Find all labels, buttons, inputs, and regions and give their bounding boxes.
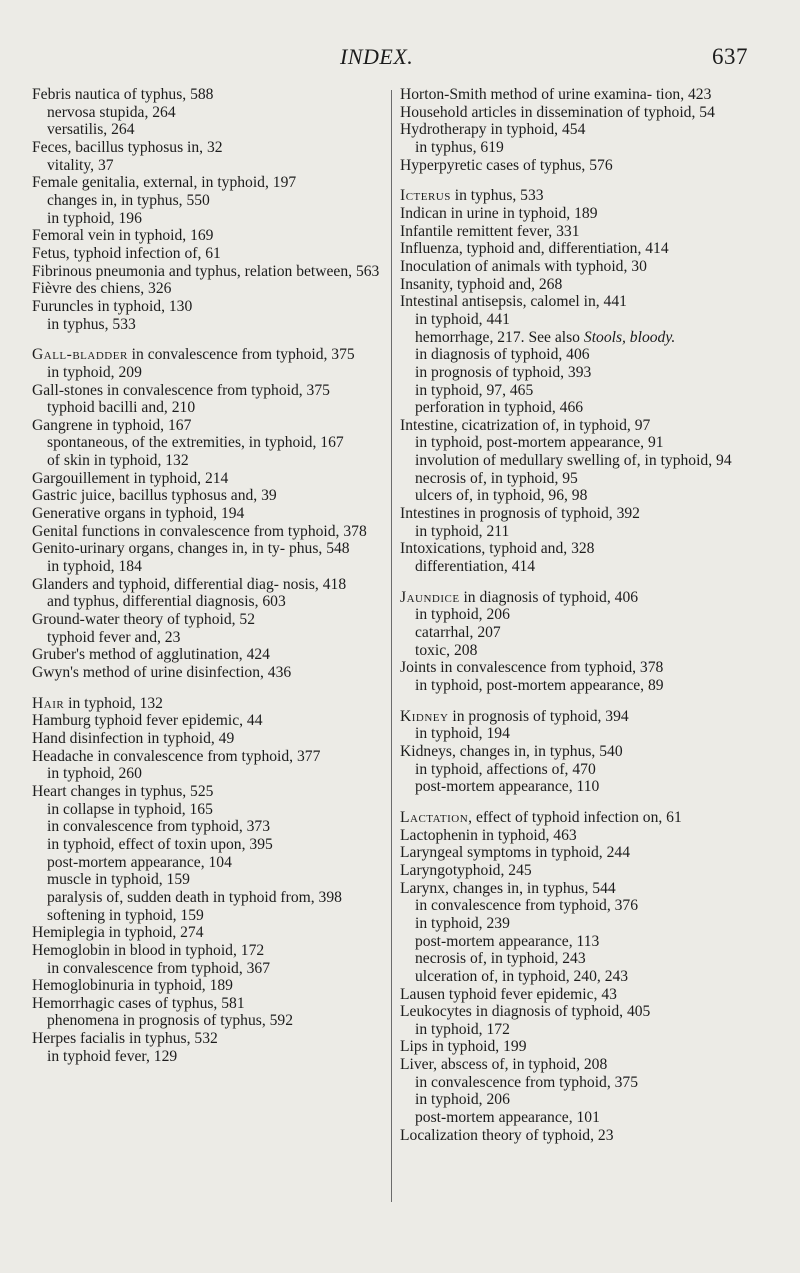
index-entry: [32, 86, 392, 104]
index-entry-text: in diagnosis of typhoid, 406: [415, 346, 590, 364]
index-entry-text: phenomena in prognosis of typhus, 592: [47, 1012, 294, 1030]
index-entry-text: in typhoid, 132: [64, 694, 163, 712]
index-subentry: [32, 629, 392, 647]
index-subentry: [32, 434, 392, 452]
index-entry-text: Joints in convalescence from typhoid, 378: [400, 659, 664, 677]
index-entry-text: Gastric juice, bacillus typhosus and, 39: [32, 487, 277, 505]
index-entry: [400, 86, 748, 104]
index-entry-text: Ground-water theory of typhoid, 52: [32, 611, 256, 629]
index-entry-text: muscle in typhoid, 159: [47, 871, 190, 889]
index-entry-text: in convalescence from typhoid, 373: [47, 818, 271, 836]
index-entry-text: Hand disinfection in typhoid, 49: [32, 729, 235, 747]
index-entry: [32, 227, 392, 245]
index-subentry: [400, 1091, 748, 1109]
index-entry: [400, 708, 748, 726]
index-subentry: [32, 907, 392, 925]
index-entry-text: in typhoid, post-mortem appearance, 91: [415, 434, 664, 452]
index-subentry: [400, 968, 748, 986]
index-entry-text: perforation in typhoid, 466: [415, 399, 584, 417]
index-entry-text: Indican in urine in typhoid, 189: [400, 204, 598, 222]
index-entry-text: , effect of typhoid infection on, 61: [468, 808, 682, 826]
index-entry-text: Lactophenin in typhoid, 463: [400, 826, 577, 844]
page-header: [0, 44, 800, 74]
index-entry: [400, 659, 748, 677]
index-entry: [400, 187, 748, 205]
index-subentry: [400, 558, 748, 576]
index-entry: [32, 730, 392, 748]
index-subentry: [32, 889, 392, 907]
index-entry-text: in typhoid, 209: [47, 363, 142, 381]
index-entry: [400, 540, 748, 558]
index-column-left: [32, 86, 392, 1065]
index-entry-text: nervosa stupida, 264: [47, 103, 176, 121]
index-subentry: [400, 606, 748, 624]
index-entry-text: typhoid bacilli and, 210: [47, 399, 196, 417]
index-subentry: [400, 523, 748, 541]
index-entry: [400, 827, 748, 845]
index-lead-word: Hair: [32, 694, 65, 712]
index-entry-text: in typhus, 619: [415, 138, 504, 156]
index-entry-text: Lips in typhoid, 199: [400, 1038, 527, 1056]
index-entry: [400, 121, 748, 139]
index-subentry: [400, 933, 748, 951]
index-subentry: [400, 1074, 748, 1092]
index-entry: [400, 1127, 748, 1145]
index-entry: [32, 280, 392, 298]
index-entry-text: in collapse in typhoid, 165: [47, 800, 213, 818]
index-entry-text: Influenza, typhoid and, differentiation, 414: [400, 240, 669, 258]
index-subentry: [32, 399, 392, 417]
index-subentry: [400, 624, 748, 642]
index-entry-text: Lausen typhoid fever epidemic, 43: [400, 985, 617, 1003]
index-entry-text: Hamburg typhoid fever epidemic, 44: [32, 712, 263, 730]
index-entry: [400, 417, 748, 435]
index-entry: [32, 664, 392, 682]
index-entry-text: in prognosis of typhoid, 393: [415, 363, 592, 381]
index-subentry: [32, 210, 392, 228]
index-entry-text: Hemoglobin in blood in typhoid, 172: [32, 941, 265, 959]
index-entry: [32, 263, 392, 281]
index-subentry: [400, 329, 748, 347]
index-subentry: [400, 915, 748, 933]
index-subentry: [400, 382, 748, 400]
index-entry-text: in typhoid, 184: [47, 558, 142, 576]
index-entry-text: ulcers of, in typhoid, 96, 98: [415, 487, 588, 505]
index-entry-text: Intoxications, typhoid and, 328: [400, 540, 595, 558]
index-lead-word: Gall-bladder: [32, 346, 128, 364]
index-subentry: [32, 801, 392, 819]
index-entry-text: Genital functions in convalescence from typhoid, 378: [32, 522, 367, 540]
index-entry: [32, 646, 392, 664]
index-entry-text: Furuncles in typhoid, 130: [32, 297, 193, 315]
index-entry-text: in typhoid, 196: [47, 209, 142, 227]
index-entry-text: post-mortem appearance, 113: [415, 932, 600, 950]
index-entry: [400, 258, 748, 276]
index-entry: [400, 276, 748, 294]
index-entry-text: Hyperpyretic cases of typhus, 576: [400, 156, 613, 174]
index-entry: [400, 223, 748, 241]
index-entry-text: vitality, 37: [47, 156, 114, 174]
index-cross-reference: Stools, bloody.: [583, 328, 676, 346]
index-entry-text: Hemorrhagic cases of typhus, 581: [32, 994, 245, 1012]
index-entry-text: involution of medullary swelling of, in typhoid, 94: [415, 452, 732, 470]
index-entry-text: Femoral vein in typhoid, 169: [32, 227, 214, 245]
index-subentry: [32, 1048, 392, 1066]
index-entry-text: necrosis of, in typhoid, 95: [415, 469, 578, 487]
index-entry: [400, 986, 748, 1004]
index-entry: [400, 505, 748, 523]
index-entry-text: in typhoid, 206: [415, 606, 510, 624]
index-entry-text: in typhoid, 206: [415, 1091, 510, 1109]
index-entry-text: post-mortem appearance, 104: [47, 853, 232, 871]
index-entry-text: in convalescence from typhoid, 367: [47, 959, 271, 977]
index-entry-text: Intestines in prognosis of typhoid, 392: [400, 505, 640, 523]
index-subentry: [400, 778, 748, 796]
index-entry-text: Liver, abscess of, in typhoid, 208: [400, 1056, 608, 1074]
index-entry-text: Generative organs in typhoid, 194: [32, 505, 245, 523]
index-subentry: [400, 364, 748, 382]
index-subentry: [32, 558, 392, 576]
index-entry: [32, 783, 392, 801]
index-subentry: [32, 192, 392, 210]
index-subentry: [32, 854, 392, 872]
index-subentry: [32, 316, 392, 334]
index-subentry: [400, 346, 748, 364]
index-entry-text: Fibrinous pneumonia and typhus, relation between, 563: [32, 262, 380, 280]
index-entry-text: Gargouillement in typhoid, 214: [32, 469, 229, 487]
index-entry-text: in typhoid, 172: [415, 1020, 510, 1038]
index-entry-text: Inoculation of animals with typhoid, 30: [400, 257, 647, 275]
index-entry-text: Gall-stones in convalescence from typhoid, 375: [32, 381, 330, 399]
index-entry-text: changes in, in typhus, 550: [47, 191, 210, 209]
index-entry-text: differentiation, 414: [415, 558, 536, 576]
index-entry: [400, 862, 748, 880]
index-entry-text: catarrhal, 207: [415, 624, 501, 642]
index-entry: [400, 844, 748, 862]
index-entry: [32, 995, 392, 1013]
index-entry: [400, 589, 748, 607]
index-subentry: [32, 836, 392, 854]
index-subentry: [400, 950, 748, 968]
index-subentry: [400, 897, 748, 915]
index-lead-word: Icterus: [400, 187, 451, 205]
index-subentry: [32, 593, 392, 611]
index-lead-word: Kidney: [400, 707, 449, 725]
index-subentry: [32, 1012, 392, 1030]
index-entry-text: typhoid fever and, 23: [47, 628, 181, 646]
index-entry-text: Kidneys, changes in, in typhus, 540: [400, 742, 623, 760]
index-entry-text: in convalescence from typhoid, 376: [415, 897, 639, 915]
index-entry-text: Gruber's method of agglutination, 424: [32, 646, 270, 664]
index-entry-text: necrosis of, in typhoid, 243: [415, 950, 586, 968]
index-entry-text: post-mortem appearance, 110: [415, 778, 600, 796]
index-entry-text: in typhoid, 260: [47, 765, 142, 783]
index-entry-text: Heart changes in typhus, 525: [32, 782, 214, 800]
index-subentry: [400, 677, 748, 695]
index-entry: [32, 470, 392, 488]
index-entry-text: Genito-urinary organs, changes in, in ty- phus, 548: [32, 540, 350, 558]
index-entry-text: Fetus, typhoid infection of, 61: [32, 244, 221, 262]
index-subentry: [32, 818, 392, 836]
index-entry-text: Glanders and typhoid, differential diag- nosis, 418: [32, 575, 347, 593]
index-entry-text: Herpes facialis in typhus, 532: [32, 1030, 218, 1048]
index-entry-text: in typhus, 533: [450, 187, 544, 205]
index-entry-text: Hydrotherapy in typhoid, 454: [400, 121, 586, 139]
index-entry: [32, 382, 392, 400]
index-entry-text: in convalescence from typhoid, 375: [127, 346, 355, 364]
index-entry-text: Localization theory of typhoid, 23: [400, 1126, 614, 1144]
index-entry: [32, 174, 392, 192]
index-entry-text: softening in typhoid, 159: [47, 906, 204, 924]
index-subentry: [400, 139, 748, 157]
index-subentry: [400, 452, 748, 470]
index-entry-text: in typhoid, post-mortem appearance, 89: [415, 677, 664, 694]
index-entry-text: Intestine, cicatrization of, in typhoid, 97: [400, 416, 651, 434]
index-entry: [400, 1038, 748, 1056]
index-entry: [32, 748, 392, 766]
index-entry: [400, 1056, 748, 1074]
index-lead-word: Lactation: [400, 808, 469, 826]
index-subentry: [400, 1109, 748, 1127]
index-entry-text: Feces, bacillus typhosus in, 32: [32, 138, 223, 156]
index-entry-text: in convalescence from typhoid, 375: [415, 1073, 639, 1091]
index-subentry: [400, 725, 748, 743]
index-entry-text: Febris nautica of typhus, 588: [32, 86, 214, 103]
index-entry: [32, 942, 392, 960]
index-entry-text: in prognosis of typhoid, 394: [448, 707, 629, 725]
index-entry: [32, 139, 392, 157]
index-subentry: [400, 399, 748, 417]
index-entry-text: Fièvre des chiens, 326: [32, 280, 172, 298]
index-entry-text: hemorrhage, 217. See also: [415, 328, 584, 346]
index-subentry: [32, 364, 392, 382]
index-subentry: [400, 642, 748, 660]
index-entry-text: ulceration of, in typhoid, 240, 243: [415, 967, 629, 985]
index-entry-text: Leukocytes in diagnosis of typhoid, 405: [400, 1003, 651, 1021]
index-entry-text: in typhus, 533: [47, 315, 136, 333]
index-subentry: [32, 157, 392, 175]
index-entry-text: post-mortem appearance, 101: [415, 1109, 600, 1127]
running-title: INDEX.: [340, 44, 414, 69]
index-entry-text: Gangrene in typhoid, 167: [32, 416, 192, 434]
index-entry-text: Laryngotyphoid, 245: [400, 861, 532, 879]
index-entry: [32, 523, 392, 541]
index-entry-text: in typhoid, 194: [415, 725, 510, 743]
index-subentry: [32, 765, 392, 783]
index-entry: [400, 240, 748, 258]
index-entry-text: in diagnosis of typhoid, 406: [459, 588, 639, 606]
index-subentry: [400, 761, 748, 779]
index-entry-text: in typhoid, effect of toxin upon, 395: [47, 835, 273, 853]
index-lead-word: Jaundice: [400, 588, 460, 606]
column-divider: [391, 90, 392, 1202]
index-subentry: [400, 311, 748, 329]
index-entry: [32, 417, 392, 435]
index-entry-text: in typhoid, 211: [415, 522, 510, 540]
index-entry: [32, 695, 392, 713]
index-entry: [32, 298, 392, 316]
index-entry-text: in typhoid fever, 129: [47, 1047, 178, 1065]
index-subentry: [32, 121, 392, 139]
index-entry-text: Laryngeal symptoms in typhoid, 244: [400, 844, 630, 862]
index-entry: [400, 1003, 748, 1021]
index-entry-text: toxic, 208: [415, 641, 478, 659]
index-entry-text: in typhoid, affections of, 470: [415, 760, 596, 778]
index-subentry: [400, 1021, 748, 1039]
index-entry: [32, 346, 392, 364]
index-entry: [32, 505, 392, 523]
index-entry-text: versatilis, 264: [47, 121, 135, 139]
index-entry-text: Hemoglobinuria in typhoid, 189: [32, 977, 233, 995]
index-subentry: [400, 487, 748, 505]
index-entry: [400, 157, 748, 175]
index-subentry: [400, 470, 748, 488]
index-entry-text: Larynx, changes in, in typhus, 544: [400, 879, 616, 897]
index-column-right: [400, 86, 748, 1144]
page-number: 637: [712, 44, 748, 69]
index-subentry: [400, 434, 748, 452]
index-entry: [32, 611, 392, 629]
index-entry-text: Hemiplegia in typhoid, 274: [32, 924, 204, 942]
index-subentry: [32, 452, 392, 470]
index-entry: [32, 924, 392, 942]
index-entry: [32, 540, 392, 558]
index-entry: [400, 293, 748, 311]
index-entry: [32, 1030, 392, 1048]
index-entry: [400, 880, 748, 898]
index-entry-text: Gwyn's method of urine disinfection, 436: [32, 664, 292, 681]
index-subentry: [32, 104, 392, 122]
index-entry: [32, 712, 392, 730]
index-entry-text: Household articles in dissemination of typhoid, 54: [400, 103, 715, 121]
index-entry-text: Insanity, typhoid and, 268: [400, 275, 563, 293]
index-entry-text: Infantile remittent fever, 331: [400, 222, 580, 240]
index-entry: [32, 977, 392, 995]
index-entry: [32, 245, 392, 263]
index-subentry: [32, 960, 392, 978]
index-entry: [32, 487, 392, 505]
index-entry-text: Headache in convalescence from typhoid, 377: [32, 747, 321, 765]
index-entry: [400, 205, 748, 223]
index-entry: [400, 104, 748, 122]
index-entry-text: Female genitalia, external, in typhoid, 197: [32, 174, 297, 192]
index-entry: [32, 576, 392, 594]
index-entry: [400, 809, 748, 827]
index-entry-text: and typhus, differential diagnosis, 603: [47, 593, 286, 611]
index-entry-text: spontaneous, of the extremities, in typhoid, 167: [47, 434, 344, 452]
index-entry: [400, 743, 748, 761]
index-entry-text: of skin in typhoid, 132: [47, 452, 189, 470]
index-subentry: [32, 871, 392, 889]
index-entry-text: in typhoid, 441: [415, 310, 510, 328]
index-entry-text: Intestinal antisepsis, calomel in, 441: [400, 293, 627, 311]
index-entry-text: Horton-Smith method of urine examina- tion, 423: [400, 86, 712, 103]
index-entry-text: in typhoid, 239: [415, 914, 510, 932]
index-entry-text: paralysis of, sudden death in typhoid from, 398: [47, 888, 342, 906]
index-entry-text: in typhoid, 97, 465: [415, 381, 534, 399]
